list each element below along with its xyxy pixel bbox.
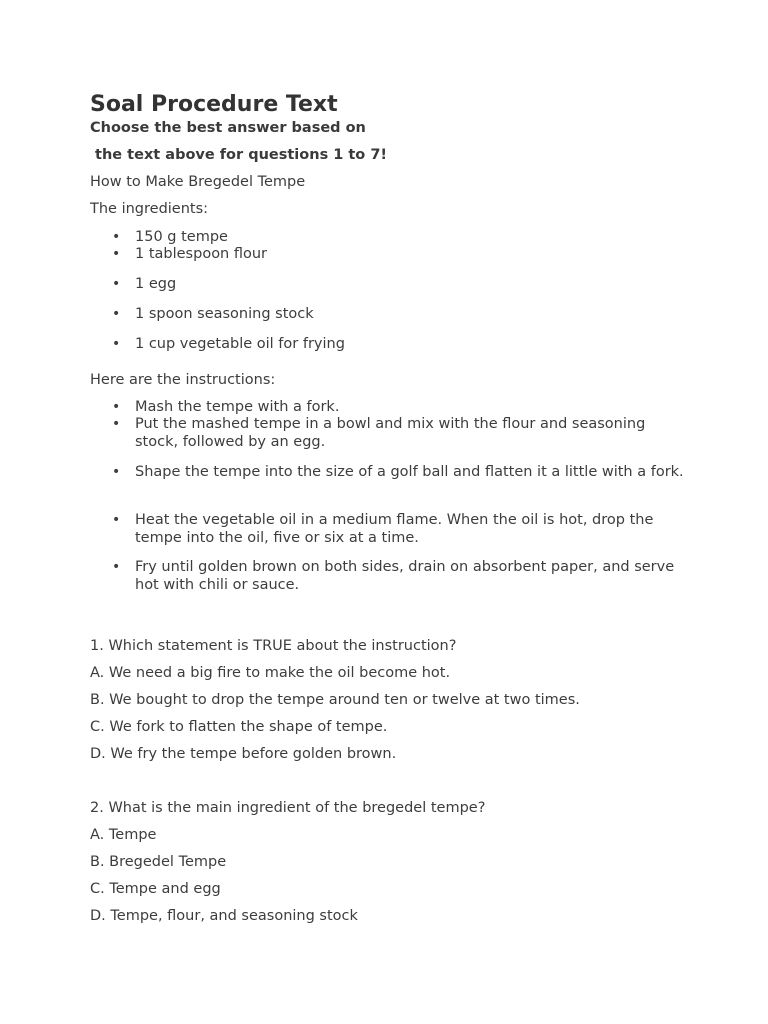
question-2: 2. What is the main ingredient of the bregedel tempe?: [90, 800, 486, 816]
ingredient-text: 1 cup vegetable oil for frying: [135, 336, 345, 352]
question-1-option-a: A. We need a big fire to make the oil become hot.: [90, 665, 451, 681]
bullet-icon: •: [112, 336, 121, 352]
bullet-icon: •: [112, 306, 121, 322]
ingredient-text: 150 g tempe: [135, 229, 228, 245]
instructions-heading: Here are the instructions:: [90, 372, 276, 388]
subtitle-line-1: Choose the best answer based on: [90, 120, 366, 136]
question-2-option-b: B. Bregedel Tempe: [90, 854, 227, 870]
instruction-text: Heat the vegetable oil in a medium flame. When the oil is hot, drop the tempe into the oil, five or six at a time.: [135, 512, 654, 546]
instruction-text: Put the mashed tempe in a bowl and mix with the flour and seasoning stock, followed by an egg.: [135, 416, 646, 450]
subtitle-line-2: the text above for questions 1 to 7!: [90, 147, 388, 163]
recipe-title: How to Make Bregedel Tempe: [90, 174, 306, 190]
question-2-option-a: A. Tempe: [90, 827, 157, 843]
question-1: 1. Which statement is TRUE about the instruction?: [90, 638, 457, 654]
question-2-option-d: D. Tempe, flour, and seasoning stock: [90, 908, 358, 924]
bullet-icon: •: [112, 229, 121, 245]
ingredient-text: 1 egg: [135, 276, 177, 292]
ingredient-text: 1 tablespoon flour: [135, 246, 268, 262]
instruction-text: Shape the tempe into the size of a golf ball and flatten it a little with a fork.: [135, 464, 684, 480]
instruction-text: Fry until golden brown on both sides, drain on absorbent paper, and serve hot with chili or sauce.: [135, 559, 675, 593]
bullet-icon: •: [112, 512, 121, 528]
bullet-icon: •: [112, 276, 121, 292]
instruction-text: Mash the tempe with a fork.: [135, 399, 340, 415]
bullet-icon: •: [112, 416, 121, 432]
bullet-icon: •: [112, 464, 121, 480]
ingredients-heading: The ingredients:: [90, 201, 209, 217]
ingredient-text: 1 spoon seasoning stock: [135, 306, 314, 322]
bullet-icon: •: [112, 399, 121, 415]
question-2-option-c: C. Tempe and egg: [90, 881, 221, 897]
question-1-option-d: D. We fry the tempe before golden brown.: [90, 746, 397, 762]
page-title: Soal Procedure Text: [90, 92, 338, 117]
bullet-icon: •: [112, 246, 121, 262]
question-1-option-b: B. We bought to drop the tempe around ten or twelve at two times.: [90, 692, 580, 708]
question-1-option-c: C. We fork to flatten the shape of tempe.: [90, 719, 388, 735]
bullet-icon: •: [112, 559, 121, 575]
